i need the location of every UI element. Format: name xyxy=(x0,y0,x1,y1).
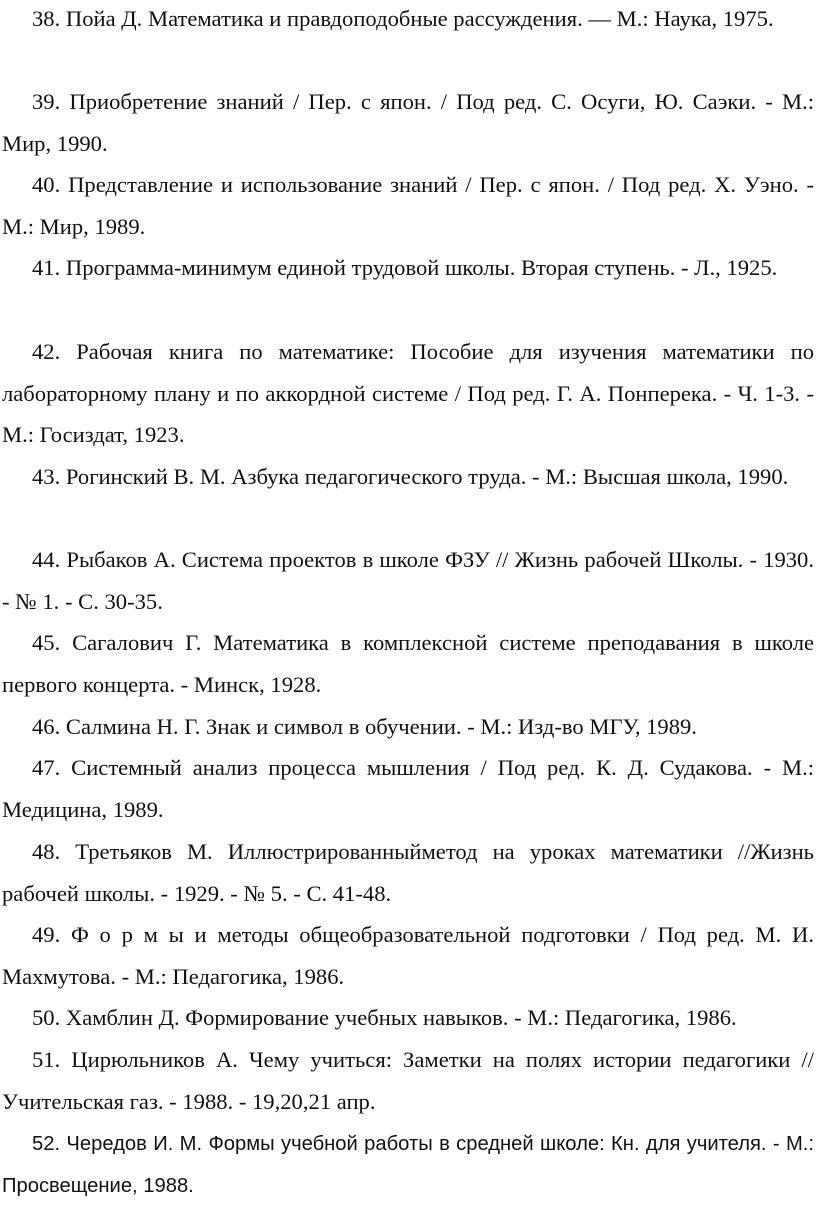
reference-39: 39. Приобретение знаний / Пер. с япон. / Под ред. С. Осуги, Ю. Саэки. - М.: Мир, 1990. xyxy=(2,89,814,156)
reference-40: 40. Представление и использование знаний / Пер. с япон. / Под ред. X. Уэно. - М.: Мир, 1989. xyxy=(2,172,814,239)
reference-46: 46. Салмина Н. Г. Знак и символ в обучении. - М.: Изд-во МГУ, 1989. xyxy=(32,714,697,739)
reference-48: 48. Третьяков М. Иллюстрированныйметод на уроках математики //Жизнь рабочей школы. - 1929. - № 5. - С. 41-48. xyxy=(2,839,814,906)
reference-51: 51. Цирюльников А. Чему учиться: Заметки на полях истории педагогики // Учительская газ. - 1988. - 19,20,21 апр. xyxy=(2,1047,814,1114)
reference-38: 38. Пойа Д. Математика и правдоподобные рассуждения. — М.: Наука, 1975. xyxy=(32,6,774,31)
reference-50: 50. Хамблин Д. Формирование учебных навыков. - М.: Педагогика, 1986. xyxy=(32,1005,737,1030)
reference-44: 44. Рыбаков А. Система проектов в школе ФЗУ // Жизнь рабочей Школы. - 1930. - № 1. - С. 30-35. xyxy=(2,547,814,614)
reference-41: 41. Программа-минимум единой трудовой школы. Вторая ступень. - Л., 1925. xyxy=(32,255,778,280)
reference-45: 45. Сагалович Г. Математика в комплексной системе преподавания в школе первого концерта. - Минск, 1928. xyxy=(2,630,814,697)
reference-49: 49. Ф о р м ы и методы общеобразовательной подготовки / Под ред. М. И. Махмутова. - М.: Педагогика, 1986. xyxy=(2,922,814,989)
reference-52: 52. Чередов И. М. Формы учебной работы в средней школе: Кн. для учителя. - М.: Просвещение, 1988. xyxy=(2,1133,814,1197)
reference-43: 43. Рогинский В. М. Азбука педагогического труда. - М.: Высшая школа, 1990. xyxy=(32,464,789,489)
reference-47: 47. Системный анализ процесса мышления / Под ред. К. Д. Судакова. - М.: Медицина, 1989. xyxy=(2,755,814,822)
reference-42: 42. Рабочая книга по математике: Пособие для изучения математики по лабораторному плану и по аккордной системе / Под ред. Г. А. Понперека. - Ч. 1-3. - М.: Госиздат, 1923. xyxy=(2,339,814,447)
